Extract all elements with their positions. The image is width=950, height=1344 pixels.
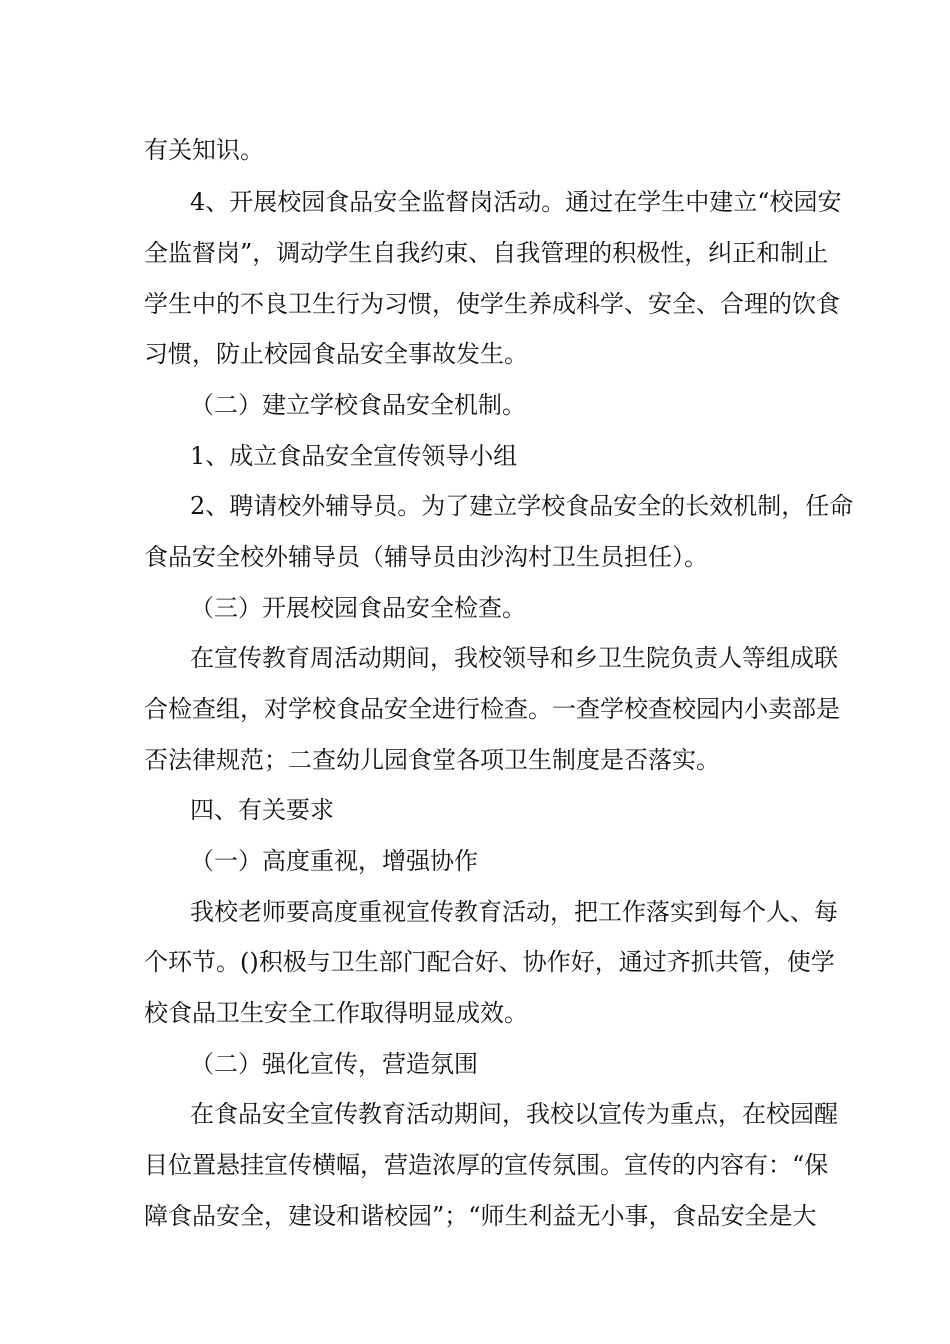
text-line: 我校老师要高度重视宣传教育活动，把工作落实到每个人、每 (190, 898, 838, 926)
text-line: 学生中的不良卫生行为习惯，使学生养成科学、安全、合理的饮食 (144, 290, 840, 318)
section-heading: （三）开展校园食品安全检查。 (190, 594, 526, 622)
text-line: 1、成立食品安全宣传领导小组 (190, 442, 518, 470)
section-heading: （二）强化宣传，营造氛围 (190, 1050, 478, 1078)
text-line: 在食品安全宣传教育活动期间，我校以宣传为重点，在校园醒 (190, 1100, 838, 1128)
text-line: 合检查组，对学校食品安全进行检查。一查学校查校园内小卖部是 (144, 695, 840, 723)
text-line: 有关知识。 (144, 136, 264, 164)
text-line: 4、开展校园食品安全监督岗活动。通过在学生中建立“校园安 (190, 188, 842, 216)
section-heading: （一）高度重视，增强协作 (190, 847, 478, 875)
section-heading: （二）建立学校食品安全机制。 (190, 391, 526, 419)
text-line: 校食品卫生安全工作取得明显成效。 (144, 999, 528, 1027)
text-line: 在宣传教育周活动期间，我校领导和乡卫生院负责人等组成联 (190, 644, 838, 672)
text-line: 目位置悬挂宣传横幅，营造浓厚的宣传氛围。宣传的内容有：“保 (144, 1151, 829, 1179)
text-line: 否法律规范；二查幼儿园食堂各项卫生制度是否落实。 (144, 746, 720, 774)
text-line: 障食品安全，建设和谐校园”；“师生利益无小事，食品安全是大 (144, 1202, 817, 1230)
text-line: 个环节。()积极与卫生部门配合好、协作好，通过齐抓共管，使学 (144, 948, 835, 976)
text-line: 全监督岗”，调动学生自我约束、自我管理的积极性，纠正和制止 (144, 239, 829, 267)
text-line: 2、聘请校外辅导员。为了建立学校食品安全的长效机制，任命 (190, 492, 854, 520)
text-line: 习惯，防止校园食品安全事故发生。 (144, 340, 528, 368)
text-line: 食品安全校外辅导员（辅导员由沙沟村卫生员担任）。 (144, 543, 708, 571)
section-heading: 四、有关要求 (190, 796, 334, 824)
